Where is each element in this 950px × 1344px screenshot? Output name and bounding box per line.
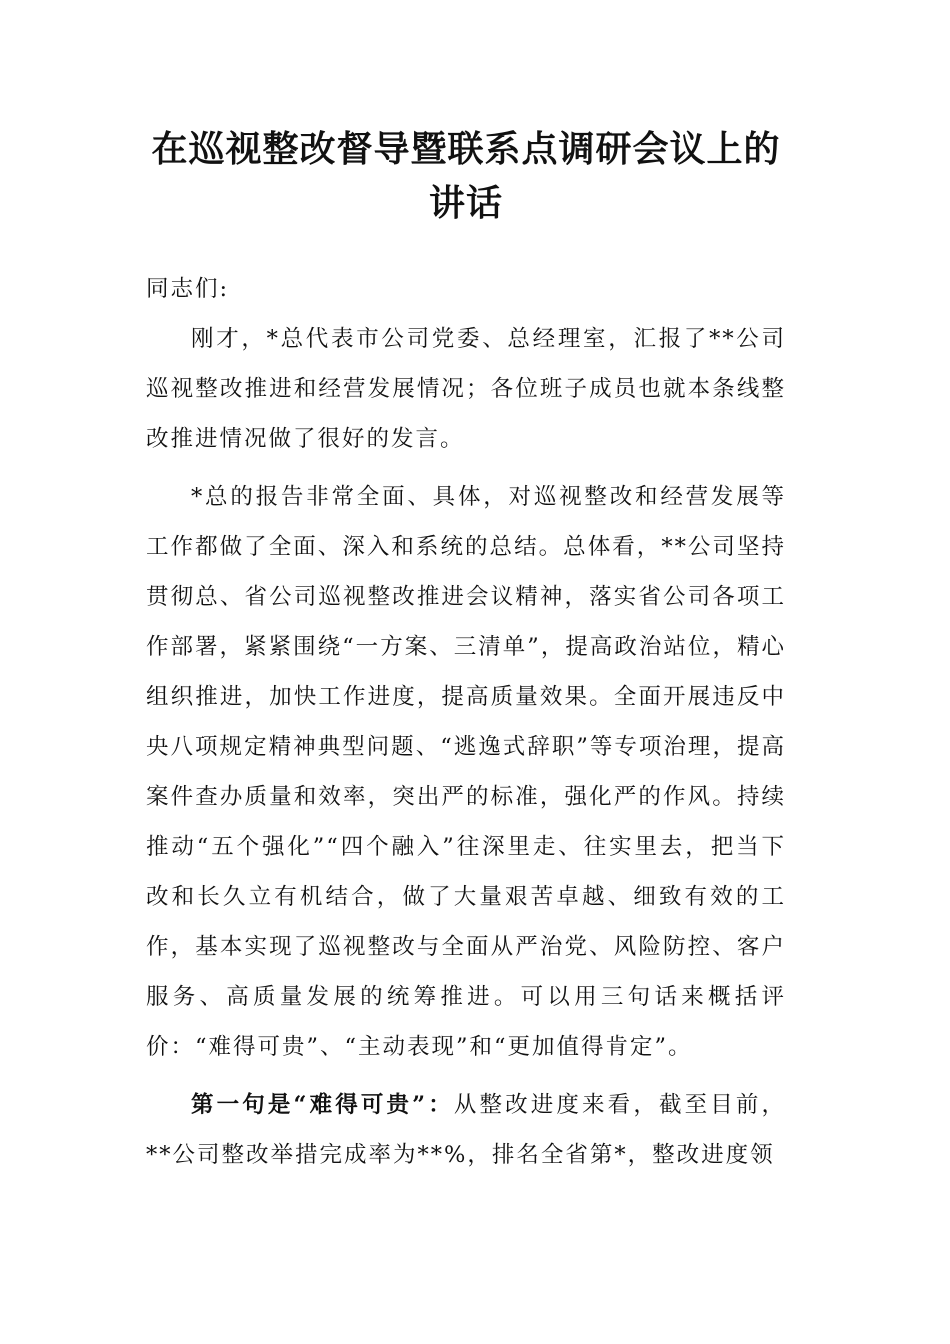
paragraph-spacer bbox=[146, 1072, 786, 1080]
document-page bbox=[146, 0, 786, 1180]
paragraph-summary: *总的报告非常全面、具体，对巡视整改和经营发展等工作都做了全面、深入和系统的总结。总体看，**公司坚持贯彻总、省公司巡视整改推进会议精神，落实省公司各项工作部署，紧紧围绕“一方案、三清单”，提高政治站位，精心组织推进，加快工作进度，提高质量效果。全面开展违反中央八项规定精神典型问题、“逃逸式辞职”等专项治理，提高案件查办质量和效率，突出严的标准，强化严的作风。持续推动“五个强化”“四个融入”往深里走、往实里去，把当下改和长久立有机结合，做了大量艰苦卓越、细致有效的工作，基本实现了巡视整改与全面从严治党、风险防控、客户服务、高质量发展的统筹推进。可以用三句话来概括评价：“难得可贵”、“主动表现”和“更加值得肯定”。 bbox=[146, 484, 786, 1060]
document-title: 在巡视整改督导暨联系点调研会议上的讲话 bbox=[151, 128, 781, 224]
salutation: 同志们: bbox=[146, 276, 230, 302]
paragraph-point-one bbox=[146, 1080, 786, 1180]
point-one-text: 从整改进度来看，截至目前，**公司整改举措完成率为**%，排名全省第*，整改进度领 bbox=[146, 1092, 786, 1168]
point-one-lead: 第一句是“难得可贵”： bbox=[191, 1092, 454, 1118]
paragraph-intro: 刚才，*总代表市公司党委、总经理室，汇报了**公司巡视整改推进和经营发展情况；各位班子成员也就本条线整改推进情况做了很好的发言。 bbox=[146, 326, 786, 452]
paragraph-spacer bbox=[146, 464, 786, 472]
